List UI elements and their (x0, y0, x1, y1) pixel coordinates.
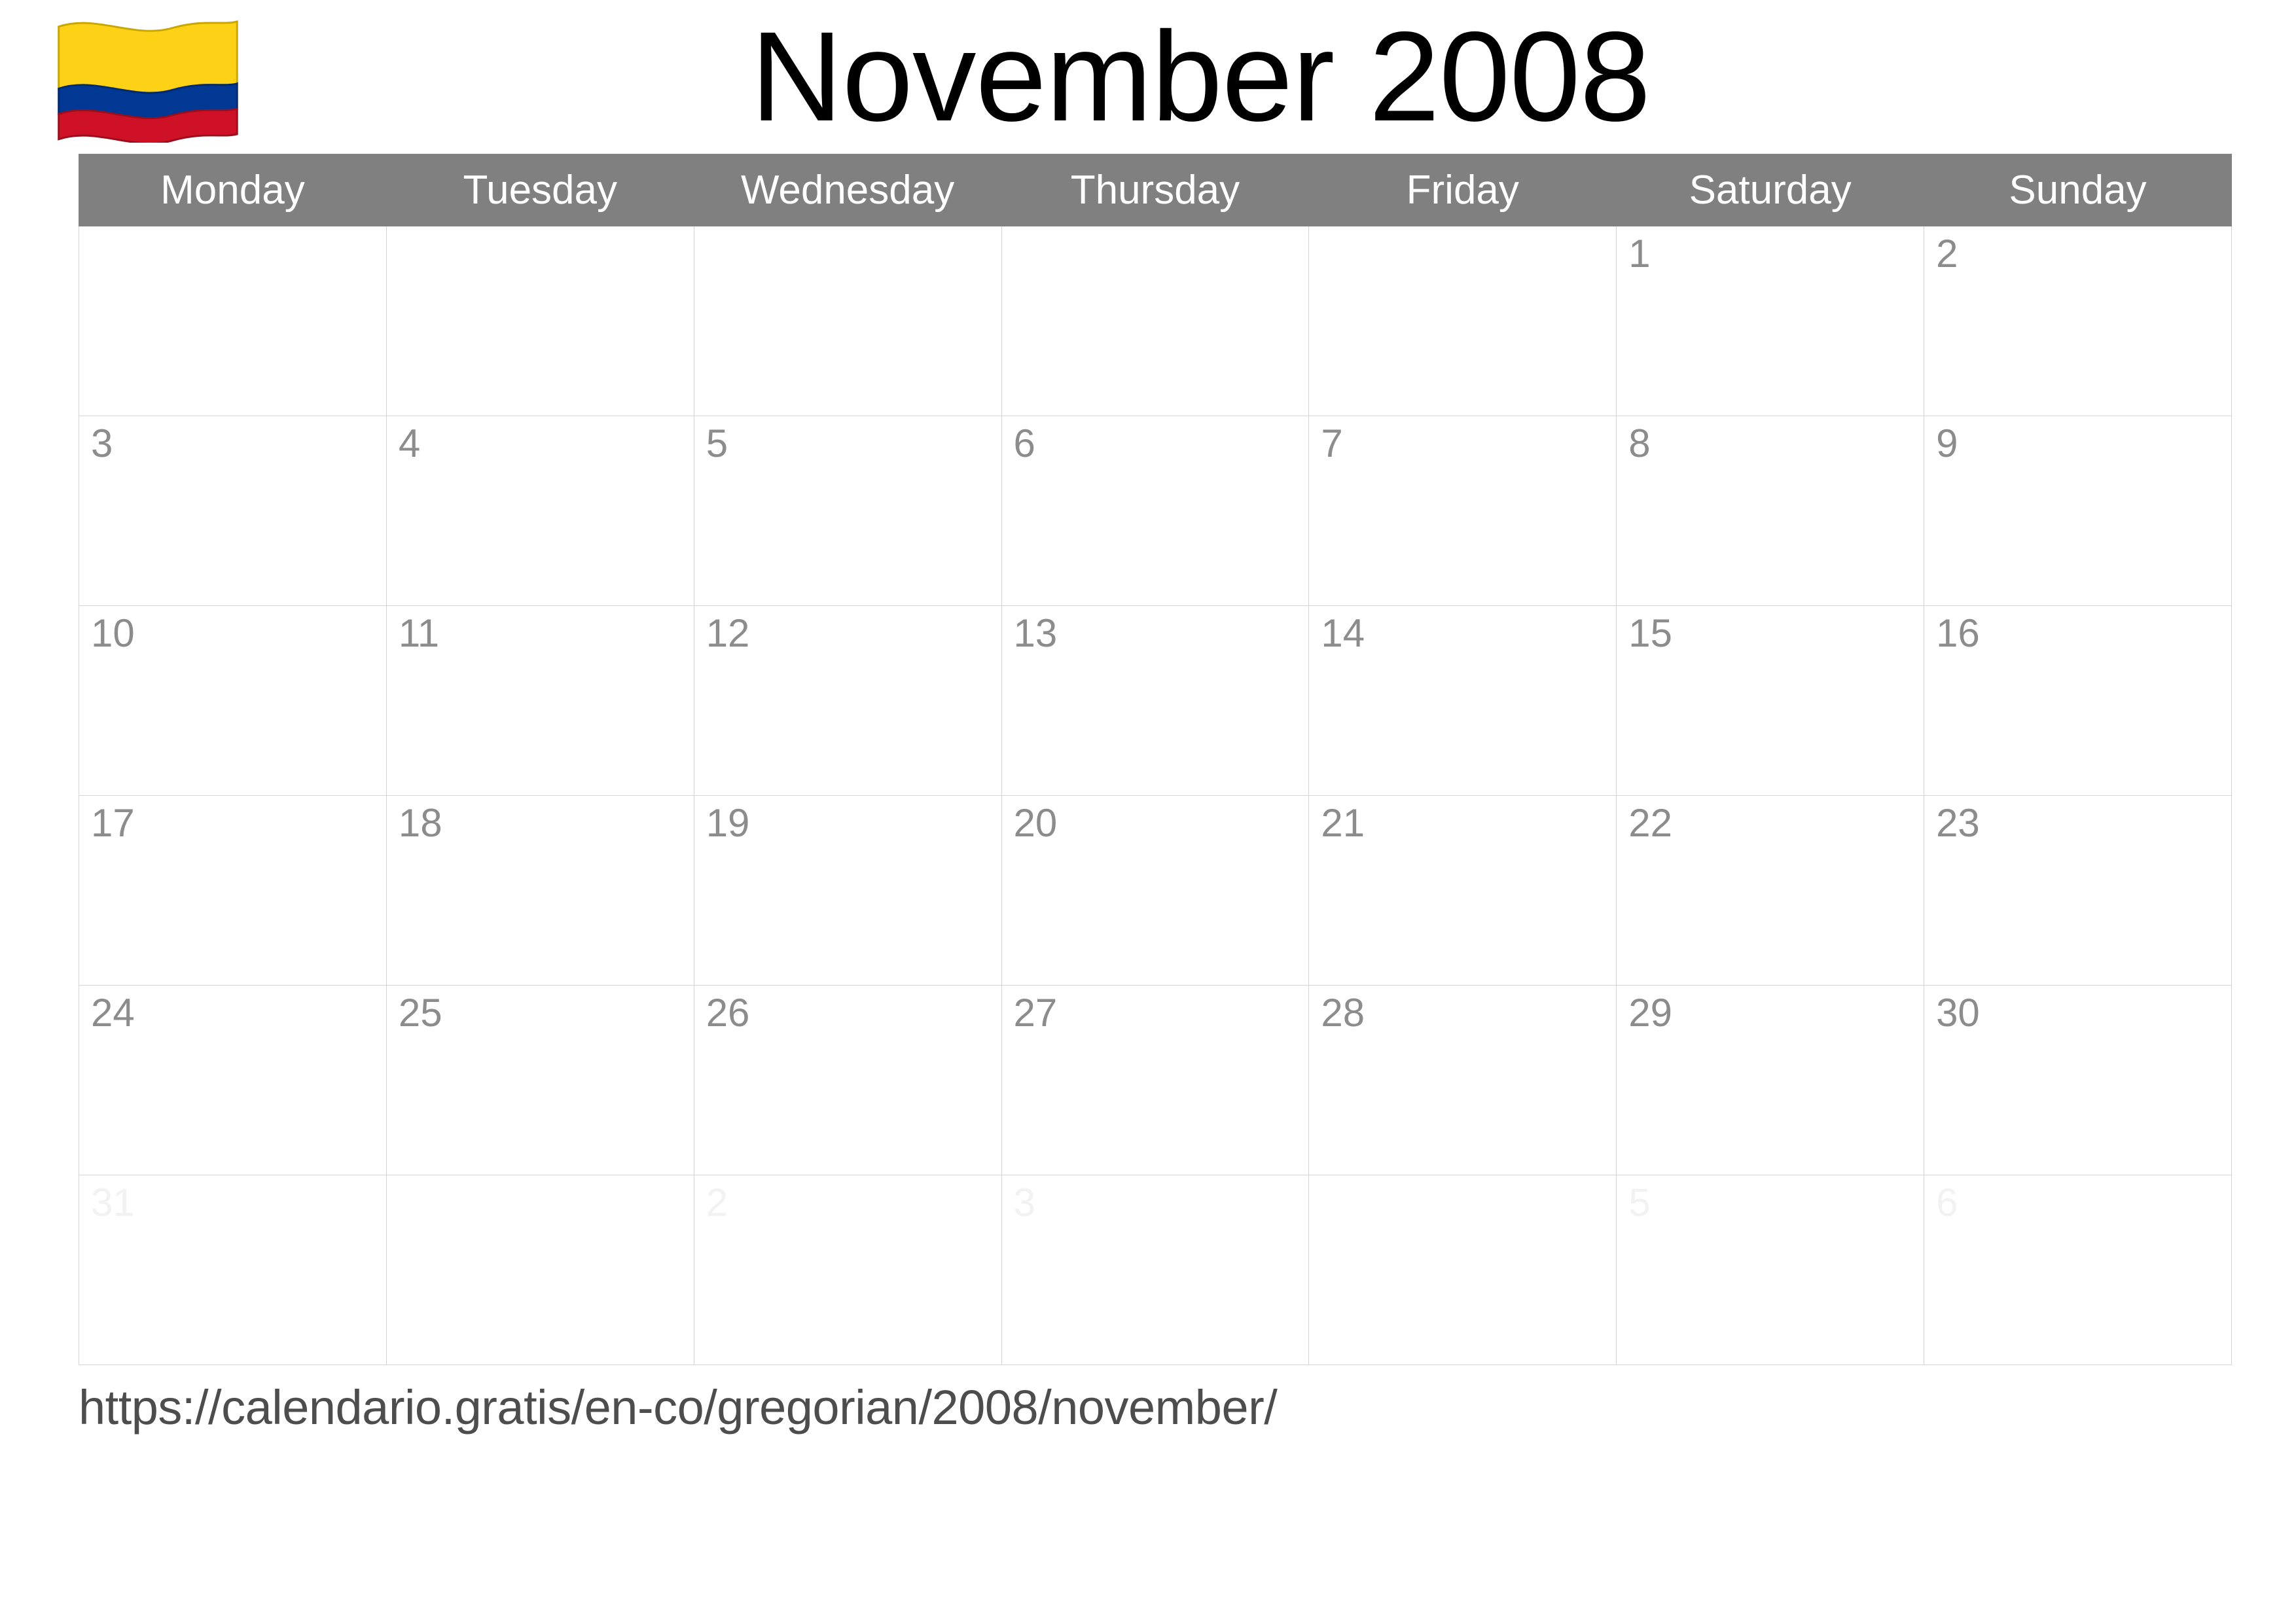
day-number: 29 (1628, 991, 1672, 1035)
page-header (0, 0, 2296, 154)
day-number: 3 (91, 421, 113, 465)
calendar-day-cell[interactable] (1309, 416, 1617, 606)
day-number: 25 (398, 991, 442, 1035)
calendar-day-cell[interactable] (1309, 226, 1617, 416)
weekday-header-thursday: Thursday (1001, 154, 1309, 226)
calendar-day-cell[interactable] (1617, 796, 1924, 986)
calendar-day-cell[interactable] (386, 416, 694, 606)
calendar-day-cell[interactable] (694, 1175, 1001, 1365)
day-number: 16 (1936, 611, 1980, 655)
calendar-day-cell[interactable] (79, 796, 387, 986)
calendar-day-cell[interactable] (79, 226, 387, 416)
day-number: 8 (1628, 421, 1651, 465)
calendar-day-cell[interactable] (386, 606, 694, 796)
calendar-day-cell[interactable] (1001, 986, 1309, 1175)
page-title: November 2008 (750, 5, 1651, 148)
day-number: 2 (1936, 232, 1958, 276)
day-number: 31 (91, 1181, 135, 1224)
calendar-week-row (79, 606, 2232, 796)
calendar-day-cell[interactable] (1001, 1175, 1309, 1365)
day-number: 9 (1936, 421, 1958, 465)
day-number: 14 (1321, 611, 1365, 655)
weekday-header-wednesday: Wednesday (694, 154, 1001, 226)
day-number: 23 (1936, 801, 1980, 845)
day-number: 26 (706, 991, 750, 1035)
weekday-header-sunday: Sunday (1924, 154, 2232, 226)
calendar-day-cell[interactable] (1924, 1175, 2232, 1365)
calendar-day-cell[interactable] (1001, 796, 1309, 986)
calendar-day-cell[interactable] (694, 606, 1001, 796)
day-number: 24 (91, 991, 135, 1035)
calendar-day-cell[interactable] (1617, 226, 1924, 416)
day-number: 4 (398, 421, 421, 465)
calendar-day-cell[interactable] (694, 416, 1001, 606)
calendar-day-cell[interactable] (1924, 416, 2232, 606)
calendar-day-cell[interactable] (1001, 606, 1309, 796)
calendar-day-cell[interactable] (1309, 1175, 1617, 1365)
calendar-day-cell[interactable] (1617, 416, 1924, 606)
day-number: 17 (91, 801, 135, 845)
calendar-day-cell[interactable] (1617, 1175, 1924, 1365)
day-number: 6 (1936, 1181, 1958, 1224)
weekday-header-friday: Friday (1309, 154, 1617, 226)
calendar-week-row (79, 796, 2232, 986)
calendar-container (0, 154, 2296, 1365)
day-number: 5 (706, 421, 728, 465)
calendar-day-cell[interactable] (694, 226, 1001, 416)
day-number: 19 (706, 801, 750, 845)
calendar-week-row (79, 226, 2232, 416)
weekday-header-row (79, 154, 2232, 226)
calendar-day-cell[interactable] (1924, 796, 2232, 986)
calendar-day-cell[interactable] (386, 1175, 694, 1365)
day-number: 22 (1628, 801, 1672, 845)
day-number: 6 (1013, 421, 1035, 465)
calendar-day-cell[interactable] (1001, 416, 1309, 606)
calendar-day-cell[interactable] (1309, 986, 1617, 1175)
calendar-day-cell[interactable] (1924, 986, 2232, 1175)
weekday-header-saturday: Saturday (1617, 154, 1924, 226)
day-number: 2 (706, 1181, 728, 1224)
calendar-table (79, 154, 2232, 1365)
day-number: 21 (1321, 801, 1365, 845)
weekday-header-tuesday: Tuesday (386, 154, 694, 226)
calendar-day-cell[interactable] (79, 1175, 387, 1365)
source-url[interactable]: https://calendario.gratis/en-co/gregorian/2008/november/ (79, 1380, 1278, 1435)
calendar-week-row (79, 1175, 2232, 1365)
day-number: 13 (1013, 611, 1058, 655)
day-number: 18 (398, 801, 442, 845)
day-number: 7 (1321, 421, 1343, 465)
day-number: 12 (706, 611, 750, 655)
day-number: 11 (398, 611, 440, 655)
calendar-day-cell[interactable] (694, 986, 1001, 1175)
calendar-week-row (79, 986, 2232, 1175)
calendar-day-cell[interactable] (1924, 606, 2232, 796)
day-number: 20 (1013, 801, 1058, 845)
calendar-day-cell[interactable] (386, 986, 694, 1175)
day-number: 1 (1628, 232, 1651, 276)
colombia-flag-icon (52, 12, 242, 143)
calendar-day-cell[interactable] (1001, 226, 1309, 416)
day-number: 10 (91, 611, 135, 655)
calendar-day-cell[interactable] (386, 226, 694, 416)
day-number: 28 (1321, 991, 1365, 1035)
day-number: 3 (1013, 1181, 1035, 1224)
calendar-day-cell[interactable] (1924, 226, 2232, 416)
day-number: 30 (1936, 991, 1980, 1035)
calendar-day-cell[interactable] (79, 606, 387, 796)
day-number: 15 (1628, 611, 1672, 655)
calendar-day-cell[interactable] (694, 796, 1001, 986)
weekday-header-monday: Monday (79, 154, 387, 226)
calendar-day-cell[interactable] (386, 796, 694, 986)
calendar-day-cell[interactable] (79, 986, 387, 1175)
day-number: 5 (1628, 1181, 1651, 1224)
calendar-day-cell[interactable] (1617, 986, 1924, 1175)
calendar-week-row (79, 416, 2232, 606)
day-number: 27 (1013, 991, 1058, 1035)
calendar-day-cell[interactable] (1309, 796, 1617, 986)
calendar-day-cell[interactable] (1309, 606, 1617, 796)
calendar-day-cell[interactable] (79, 416, 387, 606)
calendar-day-cell[interactable] (1617, 606, 1924, 796)
